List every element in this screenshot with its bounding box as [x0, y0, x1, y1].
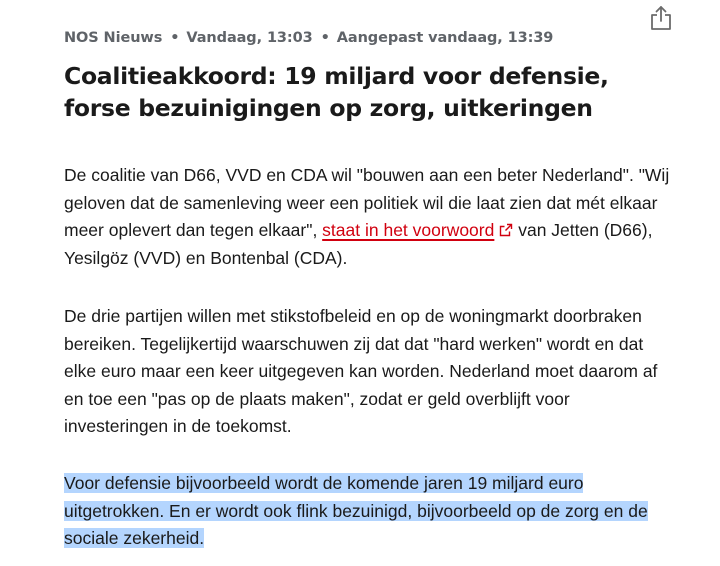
share-icon[interactable]: [649, 5, 673, 31]
article-paragraph-selected: [64, 470, 674, 553]
separator-dot: •: [320, 30, 330, 46]
external-link-icon[interactable]: [499, 223, 513, 237]
published-time: Vandaag, 13:03: [186, 30, 313, 46]
article-paragraph: [64, 162, 674, 272]
updated-time: Aangepast vandaag, 13:39: [336, 30, 554, 46]
link-text[interactable]: staat in het voorwoord: [322, 220, 495, 240]
article-title: Coalitieakkoord: 19 miljard voor defensie, forse bezuinigingen op zorg, uitkeringen: [64, 62, 609, 122]
foreword-link[interactable]: [322, 220, 513, 240]
article-paragraph: De drie partijen willen met stikstofbeleid en op de woningmarkt doorbraken bereiken. Tegelijkertijd waarschuwen zij dat dat "hard werken" wordt en dat elke euro maar een keer uitgegeven kan worden. Nederland moet daarom af en toe een "pas op de plaats maken", zodat er geld overblijft voor investeringen in de toekomst.: [64, 306, 658, 436]
selected-text: Voor defensie bijvoorbeeld wordt de komende jaren 19 miljard euro uitgetrokken. En er wordt ook flink bezuinigd, bijvoorbeeld op de zorg en de sociale zekerheid.: [64, 473, 648, 548]
separator-dot: •: [170, 30, 180, 46]
paragraph-text: De coalitie van D66, VVD en CDA wil "bouwen aan een beter Nederland". "Wij geloven dat de samenleving weer een politiek wil die laat zien dat mét elkaar meer oplevert dan tegen elkaar",: [64, 165, 670, 240]
paragraph-text: van Jetten (D66), Yesilgöz (VVD) en Bontenbal (CDA).: [64, 220, 653, 268]
article-meta: [64, 30, 680, 46]
source-label: NOS Nieuws: [64, 30, 163, 46]
